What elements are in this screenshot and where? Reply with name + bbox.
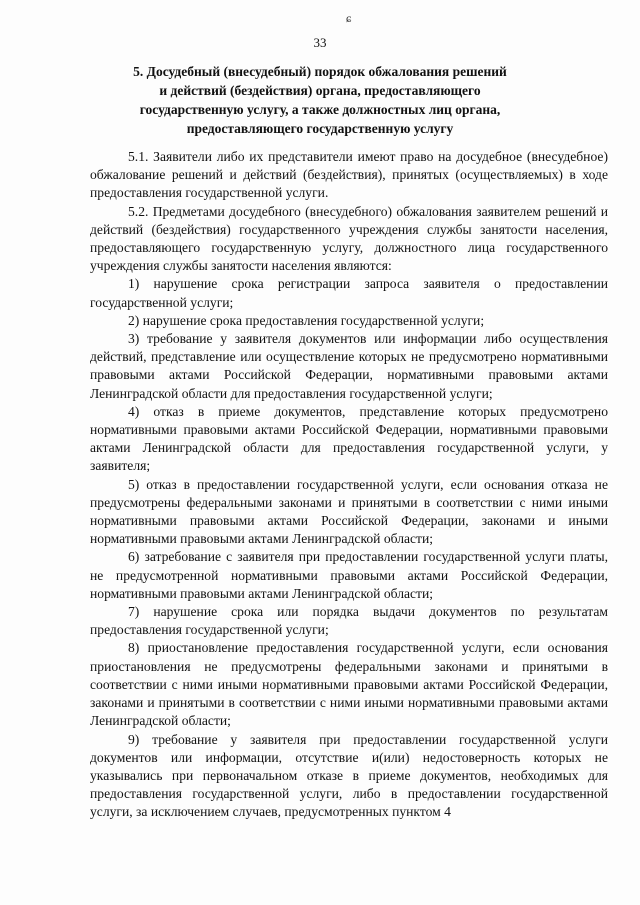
list-item: 2) нарушение срока предоставления государственной услуги; xyxy=(128,312,485,328)
heading-line: государственную услугу, а также должностных лиц органа, xyxy=(139,102,501,117)
document-body xyxy=(90,148,608,822)
list-item: 9) требование у заявителя при предоставлении государственной услуги документов или информации, отсутствие и(или) недостоверность которых не указывались при первоначальном отказе в приеме документов, необходимых для предоставления государственной услуги, либо в предоставлении государственной услуги, за исключением случаев, предусмотренных пунктом 4 xyxy=(90,731,608,820)
list-item: 8) приостановление предоставления государственной услуги, если основания приостановления не предусмотрены федеральными законами и принятыми в соответствии с ними иными нормативными правовыми актами Российской Федерации, законами и принятыми в соответствии с ними иными нормативными правовыми актами Ленинградской области; xyxy=(90,640,608,729)
paragraph: 5.2. Предметами досудебного (внесудебного) обжалования заявителем решений и действий (бездействия) государственного учреждения службы занятости населения, предоставляющего государственную услугу, должностного лица государственного учреждения службы занятости населения являются: xyxy=(90,203,608,274)
list-item: 6) затребование с заявителя при предоставлении государственной услуги платы, не предусмотренной нормативными правовыми актами Российской Федерации, нормативными правовыми актами Ленинградской области; xyxy=(90,549,608,601)
paragraph: 5.1. Заявители либо их представители имеют право на досудебное (внесудебное) обжалование решений и действий (бездействия), принятых (осуществляемых) в ходе предоставления государственной услуги. xyxy=(90,149,608,201)
heading-line: предоставляющего государственную услугу xyxy=(186,121,454,136)
list-item: 1) нарушение срока регистрации запроса заявителя о предоставлении государственной услуги; xyxy=(90,276,608,310)
list-item: 5) отказ в предоставлении государственной услуги, если основания отказа не предусмотрены федеральными законами и принятыми в соответствии с ними иными нормативными правовыми актами Российской Федерации, законами и иными нормативными правовыми актами Ленинградской области; xyxy=(90,476,608,547)
heading-line: и действий (бездействия) органа, предоставляющего xyxy=(159,83,481,98)
section-heading xyxy=(110,62,530,138)
list-item: 3) требование у заявителя документов или информации либо осуществления действий, представление или осуществление которых не предусмотрено нормативными правовыми актами Российской Федерации, нормативными правовыми актами Ленинградской области для предоставления государственной услуги; xyxy=(90,331,608,401)
page-mark: ɕ xyxy=(346,11,352,25)
list-item: 7) нарушение срока или порядка выдачи документов по результатам предоставления государственной услуги; xyxy=(90,604,608,638)
list-item: 4) отказ в приеме документов, представление которых предусмотрено нормативными правовыми актами Российской Федерации, нормативными правовыми актами Ленинградской области для предоставления государственной услуги, у заявителя; xyxy=(90,403,608,474)
heading-line: 5. Досудебный (внесудебный) порядок обжалования решений xyxy=(133,64,507,79)
page-number: 33 xyxy=(313,35,327,50)
